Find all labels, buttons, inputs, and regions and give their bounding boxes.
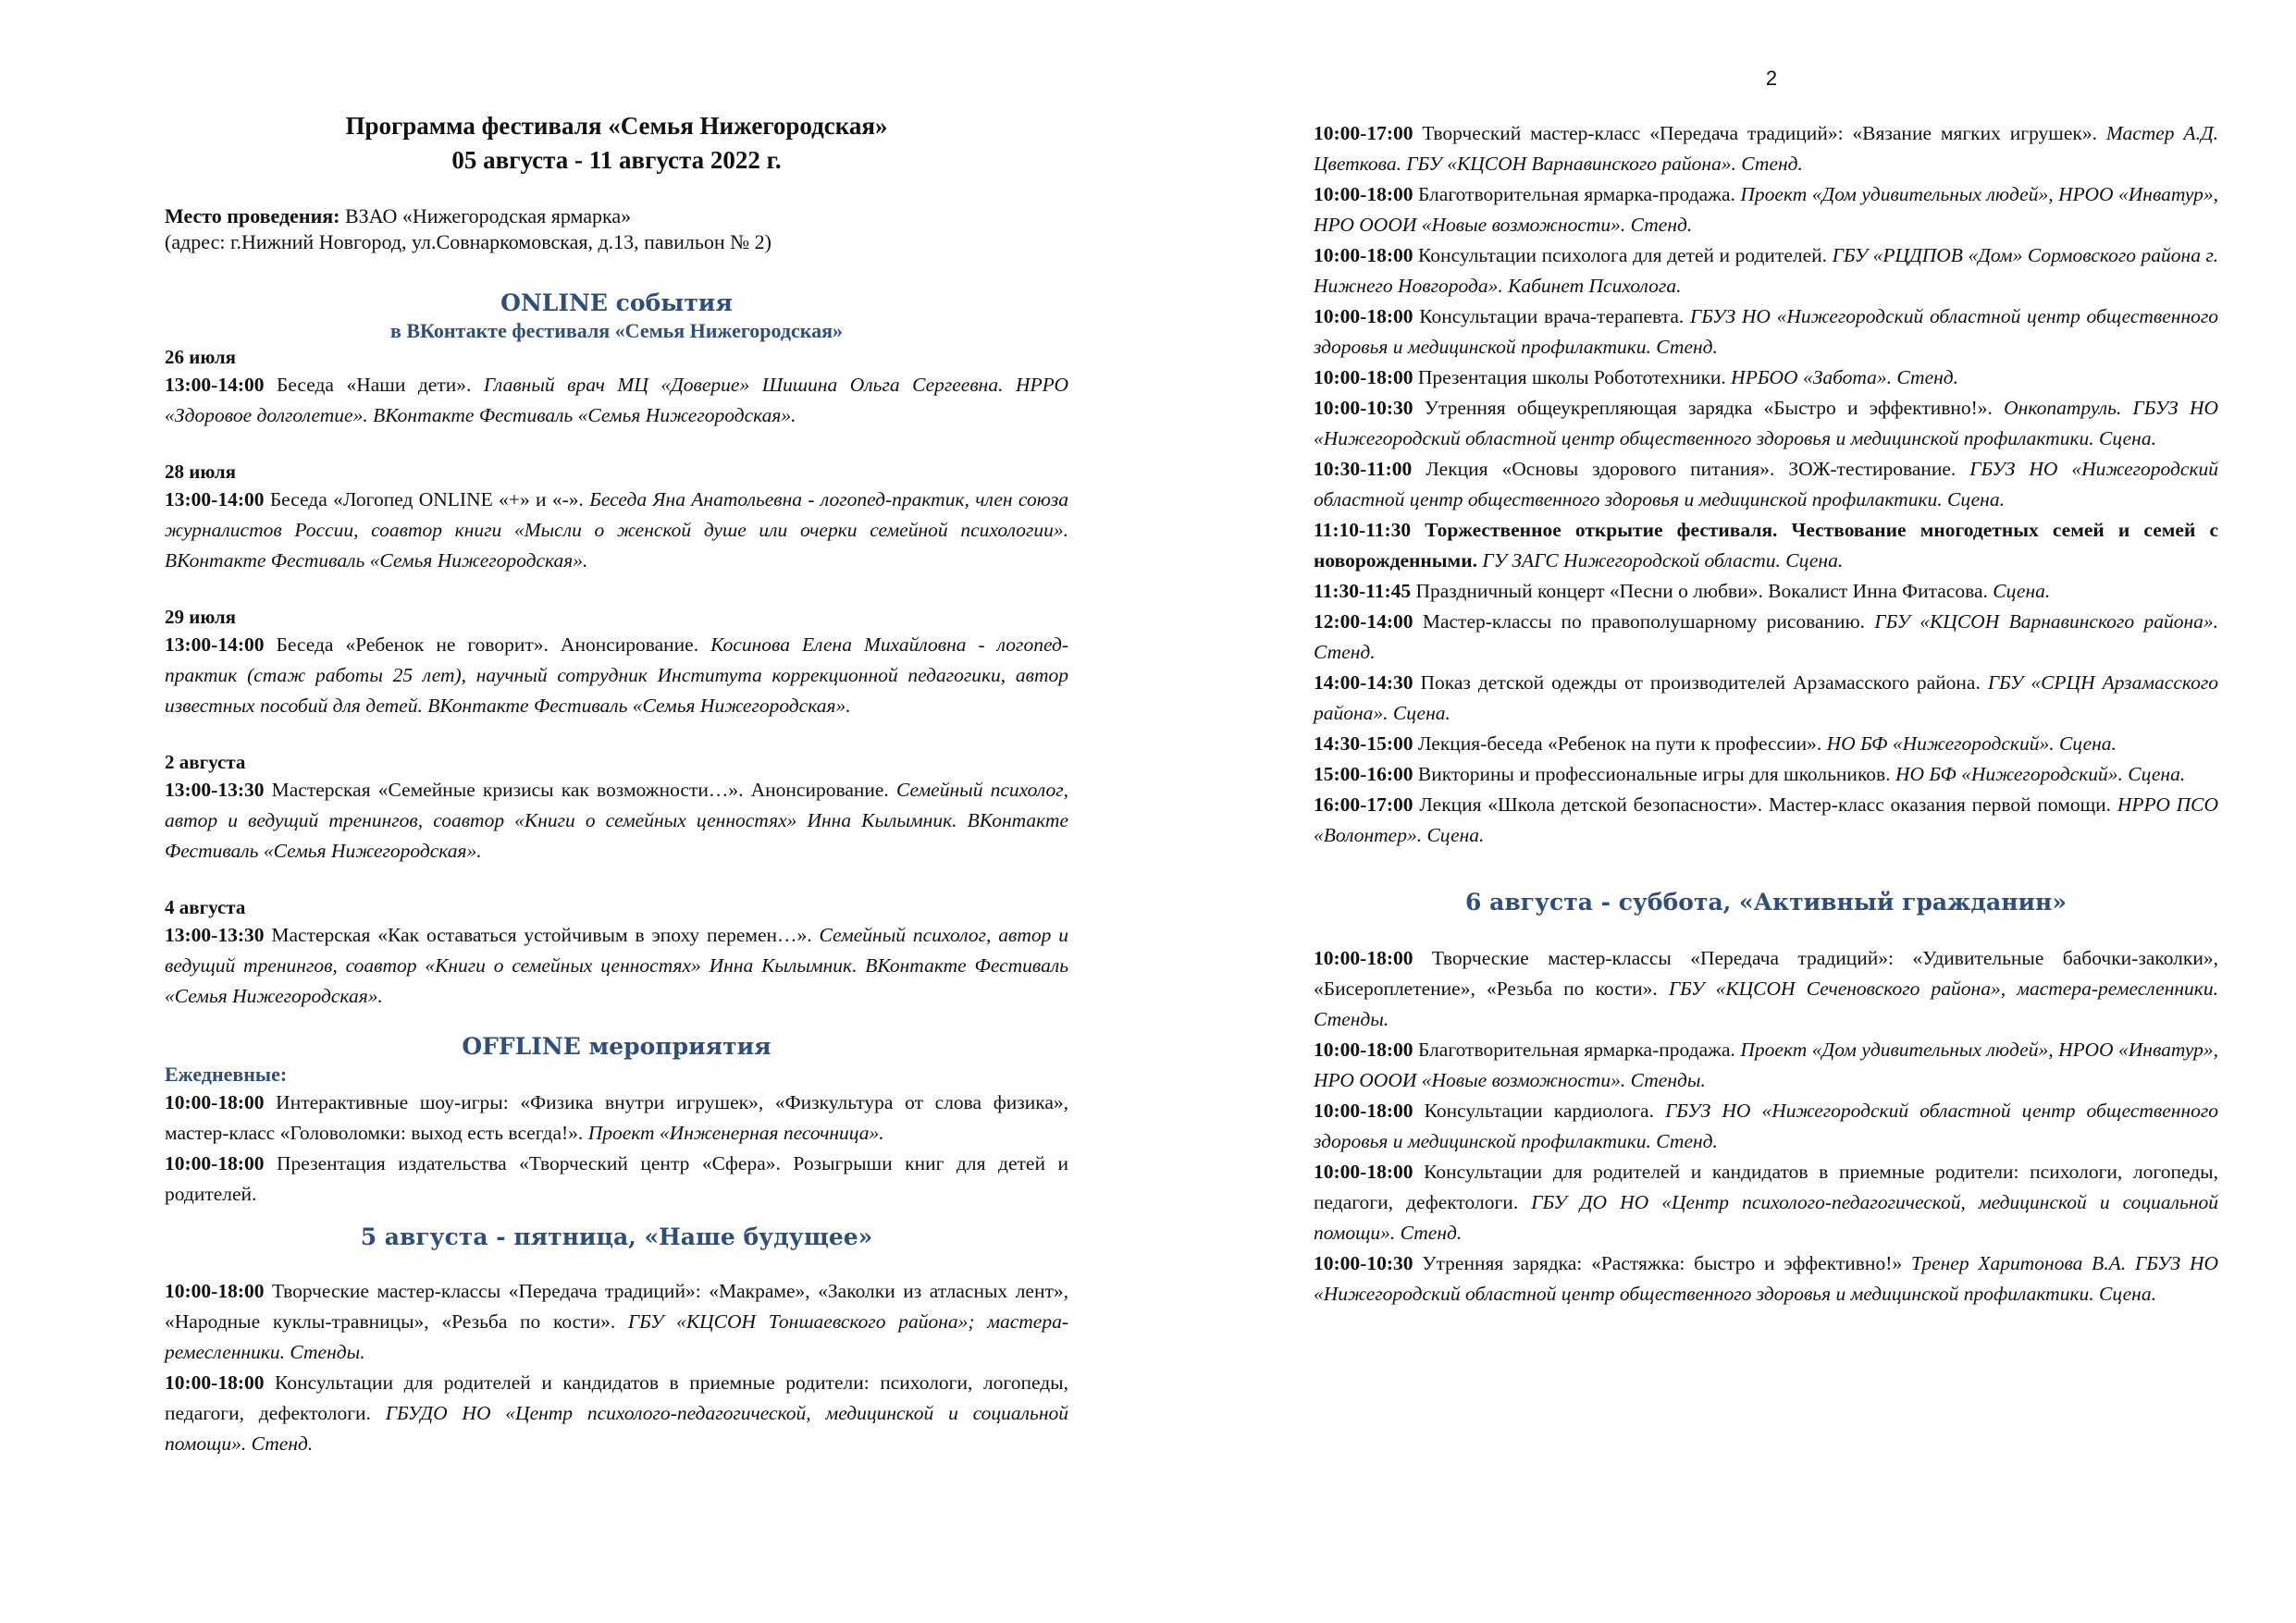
online-subheading: в ВКонтакте фестиваля «Семья Нижегородская»	[389, 319, 844, 342]
event-text: Презентация школы Робототехники.	[1413, 366, 1732, 388]
event-entry	[1314, 729, 2218, 759]
event-entry	[1314, 607, 2218, 668]
event-entry	[1314, 1096, 2218, 1157]
event-org: ГБУДО НО «Центр психолого-педагогической, медицинской и социальной помощи». Стенд.	[165, 1402, 1068, 1455]
event-text: Утренняя зарядка: «Растяжка: быстро и эффективно!»	[1413, 1252, 1911, 1274]
event-text: Торжественное открытие фестиваля. Чествование многодетных семей и семей с новорожденными.	[1314, 519, 2218, 572]
left-column	[165, 109, 1068, 1459]
event-text: Беседа «Ребенок не говорит». Анонсирование.	[264, 633, 711, 656]
event-org: ГБУ «КЦСОН Тоншаевского района»; мастера-ремесленники. Стенды.	[165, 1310, 1068, 1363]
event-time: 13:00-13:30	[165, 924, 265, 946]
event-org: Онкопатруль. ГБУЗ НО «Нижегородский областной центр общественного здоровья и медицинской профилактики. Сцена.	[1314, 397, 2218, 449]
event-time: 13:00-14:00	[165, 488, 265, 510]
event-time: 10:00-18:00	[1314, 1161, 1413, 1183]
venue-value: ВЗАО «Нижегородская ярмарка»	[339, 204, 632, 227]
venue-block	[165, 203, 1068, 255]
event-org: Главный врач МЦ «Доверие» Шишина Ольга Сергеевна. НРРО «Здоровое долголетие». ВКонтакте Фестиваль «Семья Нижегородская».	[165, 374, 1069, 426]
online-day	[165, 604, 1068, 721]
event-text: Лекция «Основы здорового питания». ЗОЖ-тестирование.	[1412, 458, 1970, 480]
event-text: Консультации для родителей и кандидатов в приемные родители: психологи, логопеды, педагоги, дефектологи.	[165, 1371, 1068, 1424]
daily-label: Ежедневные:	[165, 1063, 288, 1086]
event-org: ГБУЗ НО «Нижегородский областной центр общественного здоровья и медицинской профилактики. Стенд.	[1314, 305, 2219, 358]
event-entry	[1314, 790, 2218, 851]
event-text: Благотворительная ярмарка-продажа.	[1413, 1039, 1741, 1061]
event-time: 13:00-13:30	[165, 779, 265, 801]
event-text: Беседа «Наши дети».	[264, 374, 484, 396]
event-time: 10:00-18:00	[165, 1280, 265, 1302]
day-date: 2 августа	[165, 751, 246, 773]
event-entry	[1314, 118, 2218, 179]
event-time: 10:00-18:00	[1314, 244, 1413, 266]
online-heading: ONLINE события	[500, 289, 733, 316]
event-entry	[1314, 179, 2218, 240]
event-time: 10:00-18:00	[1314, 183, 1413, 205]
event-entry	[165, 775, 1068, 867]
event-org: Беседа Яна Анатольевна - логопед-практик, член союза журналистов России, соавтор книги «Мысли о женской душе или очерки семейной психологии». ВКонтакте Фестиваль «Семья Нижегородская».	[165, 488, 1068, 572]
event-time: 13:00-14:00	[165, 374, 265, 396]
day-date: 26 июля	[165, 346, 237, 368]
online-day	[165, 344, 1068, 431]
event-entry	[165, 630, 1068, 721]
event-entry	[1314, 363, 2218, 393]
event-text: Консультации для родителей и кандидатов в приемные родители: психологи, логопеды, педагоги, дефектологи.	[1314, 1161, 2218, 1213]
event-entry	[1314, 1248, 2218, 1309]
event-text: Мастер-классы по правополушарному рисованию.	[1413, 610, 1875, 633]
event-text: Благотворительная ярмарка-продажа.	[1413, 183, 1741, 205]
event-entry	[1314, 759, 2218, 790]
venue-label: Место проведения:	[165, 204, 340, 227]
event-text: Творческие мастер-классы «Передача традиций»: «Макраме», «Заколки из атласных лент», «Народные куклы-травницы», «Резьба по кости».	[165, 1280, 1068, 1333]
online-day	[165, 749, 1068, 867]
event-text: Показ детской одежды от производителей Арзамасского района.	[1413, 671, 1988, 694]
event-time: 14:30-15:00	[1314, 732, 1413, 755]
event-text: Консультации кардиолога.	[1413, 1100, 1666, 1122]
event-time: 15:00-16:00	[1314, 763, 1413, 785]
event-org: ГБУ «РЦДПОВ «Дом» Сормовского района г. Нижнего Новгорода». Кабинет Психолога.	[1314, 244, 2218, 297]
aug5-heading: 5 августа - пятница, «Наше будущее»	[360, 1223, 873, 1250]
event-entry-opening	[1314, 515, 2218, 576]
event-time: 10:00-18:00	[1314, 366, 1413, 388]
event-time: 11:30-11:45	[1314, 580, 1412, 602]
aug6-heading: 6 августа - суббота, «Активный гражданин»	[1465, 889, 2067, 916]
day-date: 4 августа	[165, 896, 246, 918]
page-number: 2	[1765, 67, 1778, 90]
event-text: Мастерская «Семейные кризисы как возможности…». Анонсирование.	[264, 779, 896, 801]
event-entry	[1314, 668, 2218, 729]
event-entry	[1314, 1157, 2218, 1248]
event-time: 13:00-14:00	[165, 633, 265, 656]
event-org: Семейный психолог, автор и ведущий тренингов, соавтор «Книги о семейных ценностях» Инна Кылымник. ВКонтакте Фестиваль «Семья Нижегородская».	[165, 924, 1068, 1007]
event-text: Мастерская «Как оставаться устойчивым в эпоху перемен…».	[264, 924, 820, 946]
event-text: Беседа «Логопед ONLINE «+» и «-».	[264, 488, 590, 510]
event-org: ГУ ЗАГС Нижегородской области. Сцена.	[1482, 549, 1844, 572]
event-text: Интерактивные шоу-игры: «Физика внутри игрушек», «Физкультура от слова физика», мастер-класс «Головоломки: выход есть всегда!».	[165, 1091, 1068, 1144]
document-dates: 05 августа - 11 августа 2022 г.	[451, 146, 782, 174]
event-text: Утренняя общеукрепляющая зарядка «Быстро и эффективно!».	[1413, 397, 2005, 419]
document-title: Программа фестиваля «Семья Нижегородская»	[345, 112, 888, 140]
event-org: НО БФ «Нижегородский». Сцена.	[1826, 732, 2117, 755]
event-text: Праздничный концерт «Песни о любви». Вокалист Инна Фитасова.	[1411, 580, 1994, 602]
event-entry	[165, 370, 1068, 431]
event-time: 10:00-10:30	[1314, 397, 1413, 419]
event-org: ГБУ «КЦСОН Сеченовского района», мастера-ремесленники. Стенды.	[1314, 977, 2218, 1030]
day-date: 29 июля	[165, 606, 237, 628]
event-time: 10:00-18:00	[165, 1371, 265, 1394]
event-text: Творческие мастер-классы «Передача традиций»: «Удивительные бабочки-заколки», «Бисероплетение», «Резьба по кости».	[1314, 947, 2218, 1000]
day-date: 28 июля	[165, 461, 237, 483]
venue-address: (адрес: г.Нижний Новгород, ул.Совнаркомовская, д.13, павильон № 2)	[165, 230, 772, 253]
right-column	[1314, 118, 2218, 1309]
event-entry	[165, 1276, 1068, 1368]
event-entry	[165, 1368, 1068, 1459]
event-time: 14:00-14:30	[1314, 671, 1413, 694]
event-time: 10:00-17:00	[1314, 122, 1413, 144]
event-text: Консультации врача-терапевта.	[1413, 305, 1690, 327]
event-text: Лекция «Школа детской безопасности». Мастер-класс оказания первой помощи.	[1413, 793, 2117, 816]
event-org: Проект «Дом удивительных людей», НРОО «Инватур», НРО ОООИ «Новые возможности». Стенды.	[1314, 1039, 2219, 1091]
event-entry	[1314, 454, 2218, 515]
event-entry	[1314, 301, 2218, 363]
event-org: Проект «Дом удивительных людей», НРОО «Инватур», НРО ОООИ «Новые возможности». Стенд.	[1314, 183, 2219, 236]
event-time: 10:00-18:00	[1314, 1039, 1413, 1061]
online-day	[165, 894, 1068, 1012]
event-entry	[1314, 576, 2218, 607]
event-org: Косинова Елена Михайловна - логопед-практик (стаж работы 25 лет), научный сотрудник Института коррекционной педагогики, автор известных пособий для детей. ВКонтакте Фестиваль «Семья Нижегородская».	[165, 633, 1068, 717]
event-entry	[165, 920, 1068, 1012]
event-entry	[1314, 943, 2218, 1035]
event-time: 10:00-18:00	[1314, 1100, 1413, 1122]
event-org: ГБУ «СРЦН Арзамасского района». Сцена.	[1314, 671, 2218, 724]
event-org: Проект «Инженерная песочница».	[587, 1122, 884, 1144]
event-text: Викторины и профессиональные игры для школьников.	[1413, 763, 1895, 785]
event-entry	[1314, 1035, 2218, 1096]
event-entry	[165, 1149, 1068, 1210]
event-text: Творческий мастер-класс «Передача традиций»: «Вязание мягких игрушек».	[1413, 122, 2106, 144]
event-entry	[1314, 240, 2218, 301]
event-org: Тренер Харитонова В.А. ГБУЗ НО «Нижегородский областной центр общественного здоровья и медицинской профилактики. Сцена.	[1314, 1252, 2218, 1305]
event-entry	[165, 485, 1068, 576]
event-time: 10:00-18:00	[165, 1152, 265, 1174]
event-org: НО БФ «Нижегородский». Сцена.	[1895, 763, 2186, 785]
offline-heading: OFFLINE мероприятия	[462, 1033, 772, 1060]
event-org: ГБУ «КЦСОН Варнавинского района». Стенд.	[1314, 610, 2218, 663]
event-time: 10:00-18:00	[1314, 305, 1413, 327]
event-text: Презентация издательства «Творческий центр «Сфера». Розыгрыши книг для детей и родителей.	[165, 1152, 1068, 1205]
event-org: ГБУ ДО НО «Центр психолого-педагогической, медицинской и социальной помощи». Стенд.	[1314, 1191, 2218, 1244]
online-day	[165, 459, 1068, 576]
event-org: НРБОО «Забота». Стенд.	[1731, 366, 1959, 388]
event-time: 10:00-18:00	[165, 1091, 265, 1113]
event-time: 16:00-17:00	[1314, 793, 1413, 816]
event-org: Мастер А.Д. Цветкова. ГБУ «КЦСОН Варнавинского района». Стенд.	[1314, 122, 2218, 175]
event-time: 10:00-10:30	[1314, 1252, 1413, 1274]
event-org: НРРО ПСО «Волонтер». Сцена.	[1314, 793, 2218, 846]
event-text: Лекция-беседа «Ребенок на пути к профессии».	[1413, 732, 1827, 755]
event-org: Семейный психолог, автор и ведущий тренингов, соавтор «Книги о семейных ценностях» Инна Кылымник. ВКонтакте Фестиваль «Семья Нижегородская».	[165, 779, 1068, 862]
event-time: 12:00-14:00	[1314, 610, 1413, 633]
event-org: ГБУЗ НО «Нижегородский областной центр общественного здоровья и медицинской профилактики. Сцена.	[1314, 458, 2218, 510]
event-time: 10:00-18:00	[1314, 947, 1413, 969]
event-org: ГБУЗ НО «Нижегородский областной центр общественного здоровья и медицинской профилактики. Стенд.	[1314, 1100, 2219, 1152]
event-org: Сцена.	[1993, 580, 2051, 602]
event-entry	[165, 1088, 1068, 1149]
event-text: Консультации психолога для детей и родителей.	[1413, 244, 1833, 266]
event-time: 11:10-11:30	[1314, 519, 1412, 541]
event-time: 10:30-11:00	[1314, 458, 1413, 480]
event-entry	[1314, 393, 2218, 454]
